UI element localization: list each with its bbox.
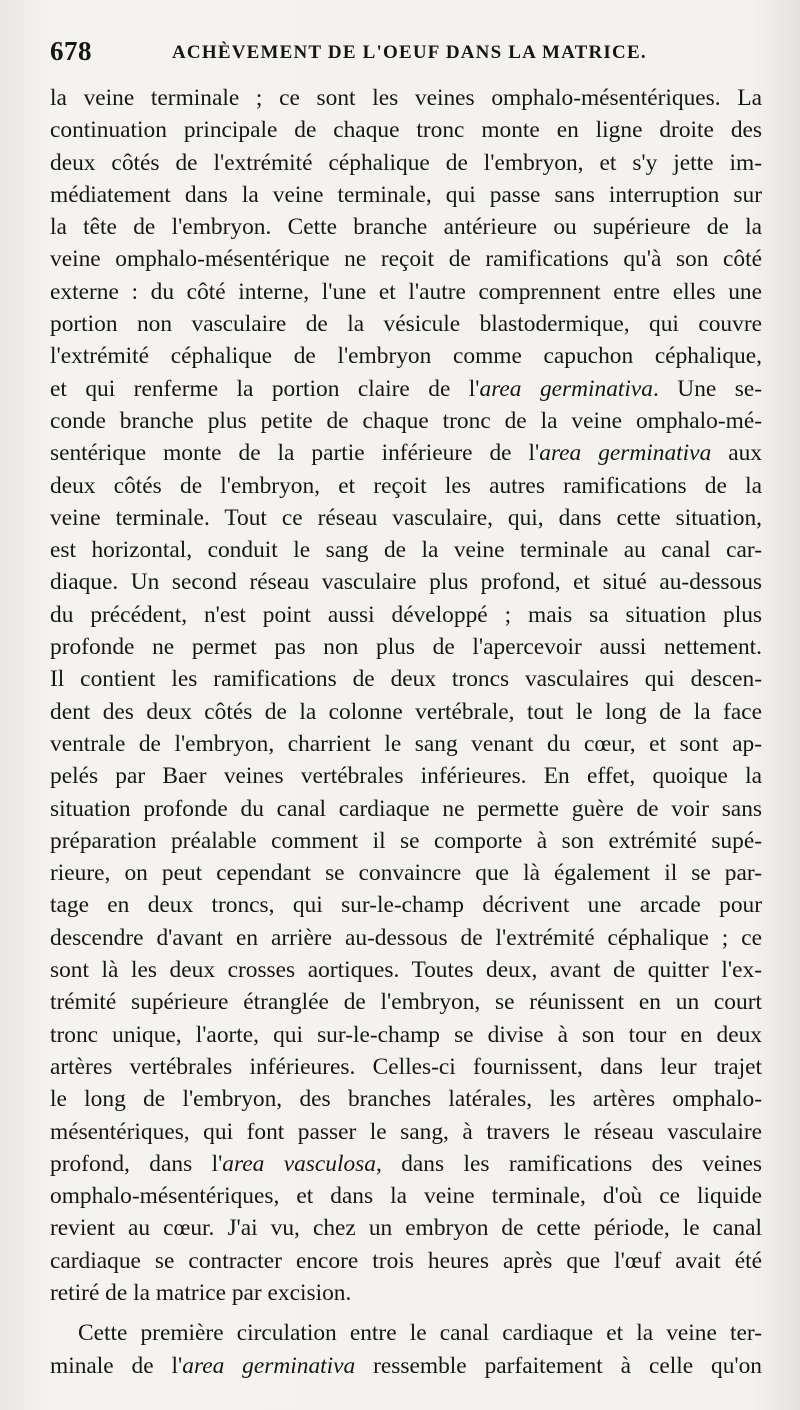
paragraph-gap	[50, 1309, 762, 1317]
text-segment: ressemble parfaitement à celle qu'on	[355, 1352, 762, 1379]
text-line: veine terminale. Tout ce réseau vasculaire, qui, dans cette situation,	[50, 504, 762, 531]
text-line: trémité supérieure étranglée de l'embryon, se réunissent en un court	[50, 989, 762, 1016]
italic-term: area germinativa	[182, 1352, 356, 1379]
text-line: retiré de la matrice par excision.	[50, 1279, 352, 1306]
text-segment: sentérique monte de la partie inférieure de l'	[50, 440, 540, 467]
text-line: profonde ne permet pas non plus de l'apercevoir aussi nettement.	[50, 634, 762, 661]
page-number: 678	[50, 36, 92, 66]
text-line: situation profonde du canal cardiaque ne permette guère de voir sans	[50, 795, 762, 822]
text-line: du précédent, n'est point aussi développé ; mais sa situation plus	[50, 601, 762, 628]
text-line: l'extrémité céphalique de l'embryon comme capuchon céphalique,	[50, 343, 762, 370]
text-segment: . Une se-	[653, 375, 762, 402]
text-line	[50, 437, 762, 469]
text-line: externe : du côté interne, l'une et l'autre comprennent entre elles une	[50, 278, 762, 305]
text-line: Cette première circulation entre le canal cardiaque et la veine ter-	[78, 1320, 762, 1347]
text-line: deux côtés de l'embryon, et reçoit les autres ramifications de la	[50, 472, 762, 499]
text-line: dent des deux côtés de la colonne vertébrale, tout le long de la face	[50, 698, 762, 725]
text-line: Il contient les ramifications de deux troncs vasculaires qui descen-	[50, 666, 762, 693]
text-line: veine omphalo-mésentérique ne reçoit de ramifications qu'à son côté	[50, 246, 762, 273]
text-line: tage en deux troncs, qui sur-le-champ décrivent une arcade pour	[50, 892, 762, 919]
text-line: cardiaque se contracter encore trois heures après que l'œuf avait été	[50, 1247, 762, 1274]
text-line: diaque. Un second réseau vasculaire plus profond, et situé au-dessous	[50, 569, 762, 596]
text-line: revient au cœur. J'ai vu, chez un embryon de cette période, le canal	[50, 1215, 762, 1242]
text-line	[50, 373, 762, 405]
text-line: descendre d'avant en arrière au-dessous de l'extrémité céphalique ; ce	[50, 924, 762, 951]
italic-term: area vasculosa	[222, 1150, 376, 1177]
text-segment: , dans les ramifications des veines	[375, 1150, 762, 1177]
text-line: rieure, on peut cependant se convaincre que là également il se par-	[50, 860, 762, 887]
running-head: ACHÈVEMENT DE L'OEUF DANS LA MATRICE.	[172, 42, 647, 63]
text-segment: et qui renferme la portion claire de l'	[50, 375, 480, 402]
text-line: artères vertébrales inférieures. Celles-ci fournissent, dans leur trajet	[50, 1053, 762, 1080]
text-line: la veine terminale ; ce sont les veines omphalo-mésentériques. La	[50, 85, 762, 111]
text-line: le long de l'embryon, des branches latérales, les artères omphalo-	[50, 1086, 762, 1113]
text-line: pelés par Baer veines vertébrales inférieures. En effet, quoique la	[50, 763, 762, 790]
text-line: omphalo-mésentériques, et dans la veine terminale, d'où ce liquide	[50, 1183, 762, 1210]
text-line: est horizontal, conduit le sang de la veine terminale au canal car-	[50, 537, 762, 564]
text-segment: profond, dans l'	[50, 1150, 223, 1177]
text-line: tronc unique, l'aorte, qui sur-le-champ se divise à son tour en deux	[50, 1021, 762, 1048]
page-header	[50, 36, 762, 74]
text-line: deux côtés de l'extrémité céphalique de l'embryon, et s'y jette im-	[50, 149, 762, 176]
text-line: la tête de l'embryon. Cette branche antérieure ou supérieure de la	[50, 214, 762, 241]
text-line: mésentériques, qui font passer le sang, à travers le réseau vasculaire	[50, 1118, 762, 1145]
text-line	[50, 1350, 762, 1382]
italic-term: area germinativa	[539, 440, 712, 467]
text-line: médiatement dans la veine terminale, qui passe sans interruption sur	[50, 181, 762, 208]
text-line: continuation principale de chaque tronc monte en ligne droite des	[50, 117, 762, 144]
body-text	[50, 82, 762, 1382]
italic-term: area germinativa	[479, 375, 653, 402]
text-line: conde branche plus petite de chaque tronc de la veine omphalo-mé-	[50, 407, 762, 434]
text-line	[50, 1148, 762, 1180]
text-line: sont là les deux crosses aortiques. Toutes deux, avant de quitter l'ex-	[50, 957, 762, 984]
text-segment: aux	[711, 440, 762, 467]
text-line: portion non vasculaire de la vésicule blastodermique, qui couvre	[50, 311, 762, 338]
text-segment: minale de l'	[50, 1352, 183, 1379]
text-line: préparation préalable comment il se comporte à son extrémité supé-	[50, 827, 762, 854]
text-line: ventrale de l'embryon, charrient le sang venant du cœur, et sont ap-	[50, 730, 762, 757]
